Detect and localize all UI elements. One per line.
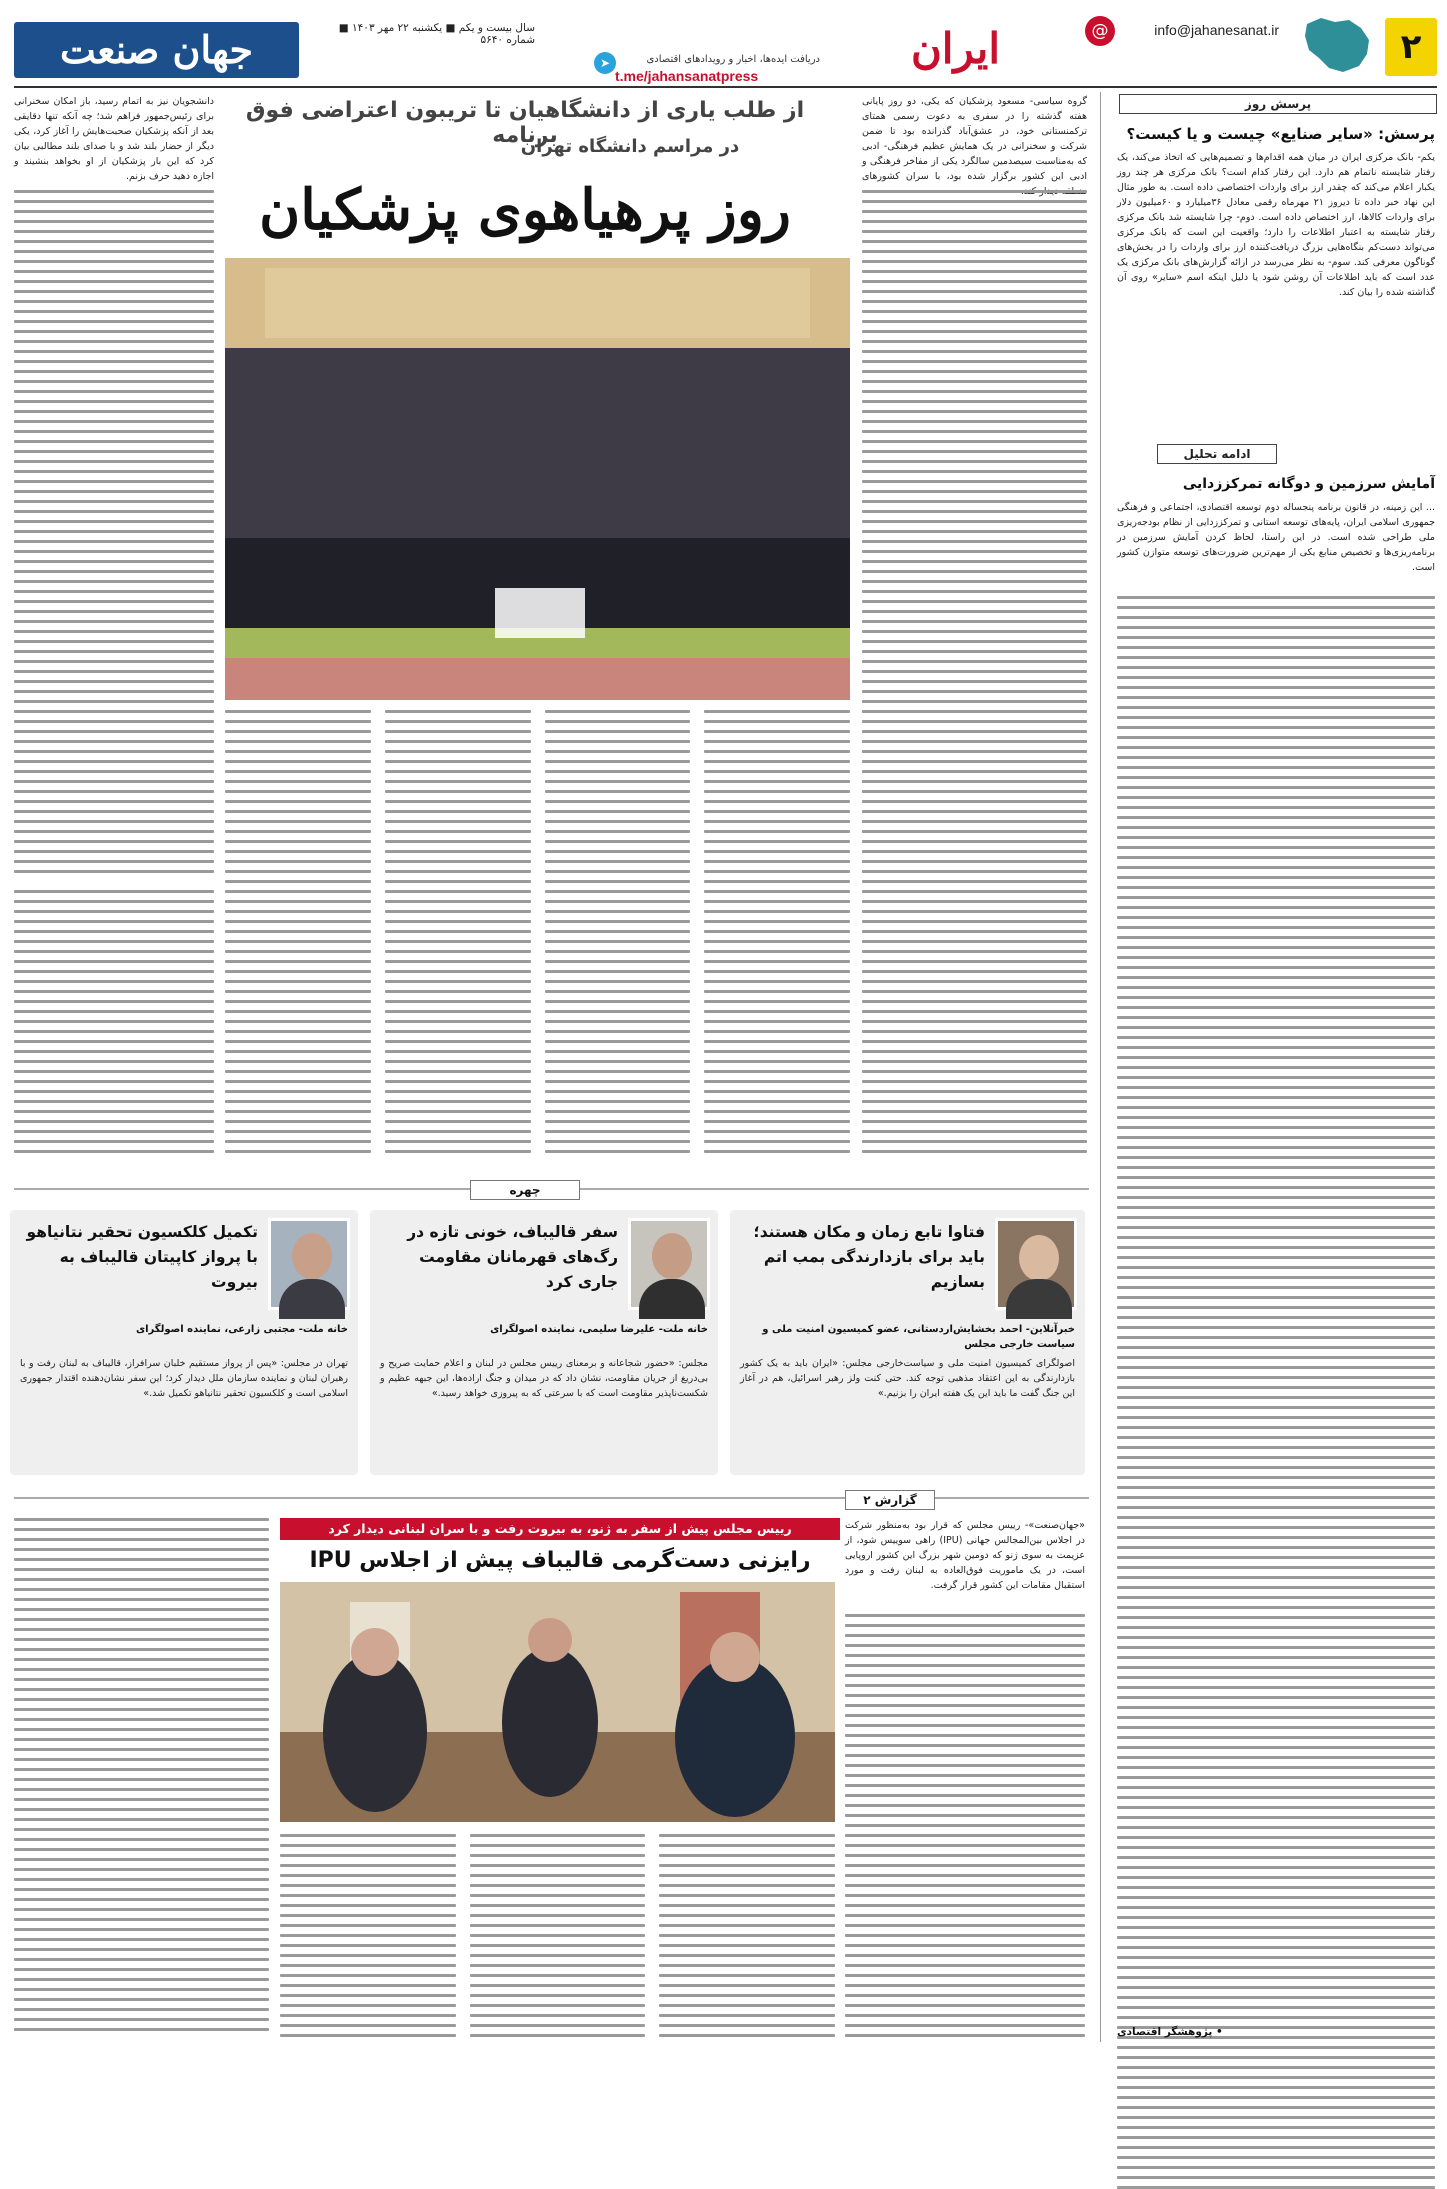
report-photo [280, 1582, 835, 1822]
face-card [730, 1210, 1085, 1475]
masthead-rule [14, 86, 1437, 88]
main-headline: روز پرهیاهوی پزشکیان [259, 177, 791, 243]
face-person: خانه ملت- علیرضا سلیمی، نماینده اصولگرای [490, 1324, 708, 1335]
report-body: «جهان‌صنعت»- رییس مجلس که قرار بود به‌منظور شرکت در اجلاس بین‌المجالس جهانی (IPU) راهی سوییس شود، از عزیمت به سوی ژنو که دومین شهر بزرگ این کشور اروپایی است، در یک ماموریت فوق‌العاده به لبنان رفت و مورد استقبال مقامات این کشور قرار گرفت. [845, 1520, 1086, 1591]
face-card [10, 1210, 358, 1475]
face-avatar [268, 1218, 350, 1310]
main-body-columns [225, 710, 850, 1165]
faces-label: چهره [470, 1180, 580, 1200]
section-name: ایران [910, 24, 1000, 73]
qa-title: پرسش: «سایر صنایع» چیست و یا کیست؟ [1126, 125, 1435, 143]
main-body-lower [862, 710, 1087, 1165]
telegram-label: دریافت ایده‌ها، اخبار و رویدادهای اقتصادی [646, 54, 820, 65]
main-body-left-lower [14, 890, 214, 1165]
face-headline: تکمیل کلکسیون تحقیر نتانیاهو با پرواز کاپیتان قالیباف به بیروت [26, 1223, 258, 1291]
face-headline: فتاوا تابع زمان و مکان هستند؛ باید برای بازدارندگی بمب اتم بسازیم [753, 1223, 985, 1291]
face-person: خانه ملت- مجتبی زارعی، نماینده اصولگرای [135, 1324, 348, 1335]
report-body-right [845, 1614, 1085, 2044]
report-headline: رایزنی دست‌گرمی قالیباف پیش از اجلاس IPU [309, 1548, 811, 1573]
face-body: مجلس: «حضور شجاعانه و برمعنای رییس مجلس در لبنان و اعلام حمایت صریح و بی‌دریغ از جریان مقاومت، نشان داد که در میدان و جنگ اراده‌ها، این جبهه عظیم و شکست‌ناپذیر مقاومت است که با سرعتی که به پیروزی خواهد رسید.» [380, 1358, 708, 1399]
main-subkicker: در مراسم دانشگاه تهران [520, 136, 740, 157]
face-card [370, 1210, 718, 1475]
main-story-photo [225, 258, 850, 700]
analysis-label: ادامه تحلیل [1157, 444, 1277, 464]
face-avatar [628, 1218, 710, 1310]
analysis-title: آمایش سرزمین و دوگانه تمرکززدایی [1182, 476, 1435, 492]
email-icon: @ [1085, 16, 1115, 46]
qa-body: یکم- بانک مرکزی ایران در میان همه اقدام‌ها و تصمیم‌هایی که اتخاذ می‌کند، یک رفتار شایسته ناتمام هم دارد. این رفتار کدام است؟ بانک مرکزی هر چند روز یکبار اعلام می‌کند که چقدر ارز برای واردات اختصاصی داده است. به طور مثال این نهاد خبر داده تا دیروز ۲۱ مهرماه رقمی معادل ۳۶میلیارد و ۶۰میلیون دلار برای واردات کالاها، ارز اختصاص داده است. دوم- چرا شایسته شد بانک مرکزی رفتار شایسته به اعتبار اطلاعات را دارد؛ واقعیت این است که بانک مرکزی می‌تواند دست‌کم بنگاه‌هایی بزرگ دریافت‌کننده ارز برای واردات را در بخش‌های گوناگون معرفی کند. سوم- به نظر می‌رسد در ارائه گزارش‌های بانک مرکزی یک عدد است که باید اطلاعات آن روشن شود یا دلیل اینکه اسم «سایر» روی آن گذاشته شده را بیان کند. [1117, 152, 1436, 298]
report-banner: رییس مجلس پیش از سفر به ژنو، به بیروت رفت و با سران لبنانی دیدار کرد [280, 1518, 840, 1540]
main-kicker: از طلب یاری از دانشگاهیان تا تریبون اعتراضی فوق برنامه [245, 98, 805, 148]
page-number-box: ۲ [1385, 18, 1437, 76]
report-body-left [14, 1518, 269, 2044]
telegram-handle[interactable]: t.me/jahansanatpress [615, 68, 759, 84]
analysis-signature: • پژوهشگر اقتصادی [1117, 2026, 1223, 2038]
qa-label: پرسش روز [1119, 94, 1437, 114]
face-body: اصولگرای کمیسیون امنیت ملی و سیاست‌خارجی مجلس: «ایران باید به یک کشور بازدارندگی به این اعتقاد مذهبی توجه کند. حتی کنت ولز رهبر اسرائیل، هم در آغاز این جنگ گفت ما باید این یک هفته ایران را بزنیم.» [740, 1358, 1075, 1399]
email-address[interactable]: info@jahanesanat.ir [1154, 22, 1279, 38]
logo: جهان صنعت [14, 22, 299, 78]
main-body-left-continued [14, 190, 214, 880]
report-body-bottom [280, 1834, 835, 2044]
face-avatar [995, 1218, 1077, 1310]
main-body-left: دانشجویان نیز به اتمام رسید، باز امکان سخنرانی برای رئیس‌جمهور فراهم شد؛ چه آنکه تنها دقایقی بعد از آنکه پزشکیان صحبت‌هایش را آغاز کرد، یکی دیگر از حضار بلند شد و با صدای بلند مطالبی بیان کرد که این بار پزشکیان از او بخواهد بنشیند و اجازه دهید حرف بزنم. [14, 96, 214, 182]
face-person: خبرآنلاین- احمد بخشایش‌اردستانی، عضو کمیسیون امنیت ملی و سیاست خارجی مجلس [762, 1324, 1075, 1350]
iran-map-icon [1299, 14, 1377, 78]
sidebar-divider [1100, 92, 1101, 2042]
issue-info: سال بیست و یکم ■ یکشنبه ۲۲ مهر ۱۴۰۳ ■ شماره ۵۶۴۰ [338, 22, 535, 46]
report-label: گزارش ۲ [845, 1490, 935, 1510]
analysis-body-text [1117, 596, 1435, 2026]
face-body: تهران در مجلس: «پس از پرواز مستقیم خلبان سرافراز، قالیباف به لبنان رفت و با رهبران لبنان و نماینده سازمان ملل دیدار کرد؛ این سفر نشان‌دهنده اقتدار جمهوری اسلامی است و کلکسیون تحقیر نتانیاهو تکمیل شد.» [20, 1358, 348, 1399]
analysis-body-intro: ... این زمینه، در قانون برنامه پنجساله دوم توسعه اقتصادی، اجتماعی و فرهنگی جمهوری اسلامی ایران، پایه‌های توسعه استانی و تمرکززدایی از نظام بودجه‌ریزی ملی طراحی شده است. در این راستا، لحاظ کردن آمایش سرزمین در برنامه‌ریزی‌ها و تخصیص منابع یکی از مهم‌ترین ضرورت‌های توسعه متوازن کشور است. [1117, 502, 1435, 573]
telegram-icon: ➤ [594, 52, 616, 74]
face-headline: سفر قالیباف، خونی تازه در رگ‌های قهرمانان مقاومت جاری کرد [407, 1223, 618, 1291]
main-lead: گروه سیاسی- مسعود پزشکیان که یکی، دو روز پایانی هفته گذشته را در سفری به دعوت رسمی همتای ترکمنستانی خود، در عشق‌آباد گذرانده بود تا ضمن شرکت و سخنرانی در یک همایش عظیم فرهنگی- ادبی که به‌مناسبت سیصدمین سالگرد یکی از مفاخر فرهنگی و ادبی این کشور برگزار شده بود، با سران کشورهای [862, 96, 1087, 182]
